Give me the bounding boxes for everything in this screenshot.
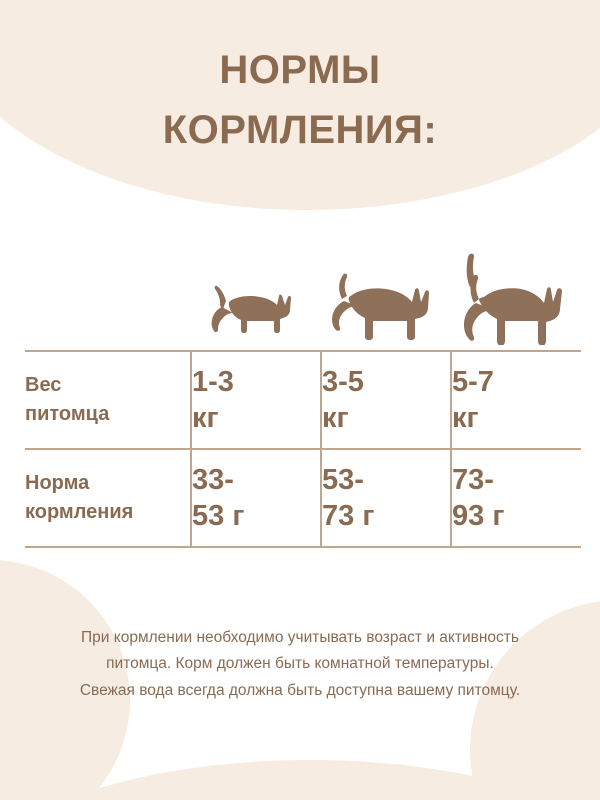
cell-weight-3 bbox=[451, 351, 581, 449]
cell-norm-1 bbox=[191, 449, 321, 547]
feeding-norms-table bbox=[25, 350, 581, 548]
cell-weight-2 bbox=[321, 351, 451, 449]
cell-norm-3-line-1: 73- bbox=[452, 463, 494, 496]
table-bottom-rule-row bbox=[25, 547, 581, 548]
table-row bbox=[25, 351, 581, 449]
cell-norm-2 bbox=[321, 449, 451, 547]
cell-weight-2-line-2: кг bbox=[322, 402, 349, 434]
feeding-note-line-3: Свежая вода всегда должна быть доступна вашему питомцу. bbox=[79, 681, 521, 699]
cat-silhouette-small-icon bbox=[208, 281, 300, 343]
page-title bbox=[0, 40, 600, 160]
cell-norm-1-line-2: 53 г bbox=[192, 500, 245, 532]
cat-silhouette-medium-icon bbox=[332, 269, 436, 343]
table-row bbox=[25, 449, 581, 547]
page-title-line-2: КОРМЛЕНИЯ: bbox=[162, 108, 438, 152]
cat-silhouette-large-icon bbox=[462, 247, 562, 345]
feeding-note bbox=[20, 625, 580, 704]
page-title-line-1: НОРМЫ bbox=[219, 48, 381, 92]
cell-weight-1 bbox=[191, 351, 321, 449]
cell-weight-2-line-1: 3-5 bbox=[322, 365, 364, 398]
cell-norm-3 bbox=[451, 449, 581, 547]
cell-norm-2-line-2: 73 г bbox=[322, 500, 375, 532]
feeding-note-line-1: При кормлении необходимо учитывать возраст и активность bbox=[81, 629, 519, 646]
table-bottom-rule bbox=[25, 547, 581, 548]
row-label-norm-line-1: Норма bbox=[25, 472, 90, 494]
feeding-note-line-2: питомца. Корм должен быть комнатной температуры. bbox=[106, 655, 494, 673]
cell-norm-3-line-2: 93 г bbox=[452, 500, 505, 532]
cell-norm-2-line-1: 53- bbox=[322, 463, 364, 496]
row-label-weight-line-2: питомца bbox=[25, 403, 110, 425]
row-label-weight bbox=[25, 351, 191, 449]
cell-weight-1-line-1: 1-3 bbox=[192, 365, 234, 398]
row-label-norm bbox=[25, 449, 191, 547]
cat-illustration-row bbox=[190, 245, 590, 345]
cell-norm-1-line-1: 33- bbox=[192, 463, 234, 496]
cell-weight-3-line-2: кг bbox=[452, 402, 479, 434]
cell-weight-1-line-2: кг bbox=[192, 402, 219, 434]
row-label-weight-line-1: Вес bbox=[25, 374, 62, 396]
cell-weight-3-line-1: 5-7 bbox=[452, 365, 494, 398]
row-label-norm-line-2: кормления bbox=[25, 501, 134, 523]
